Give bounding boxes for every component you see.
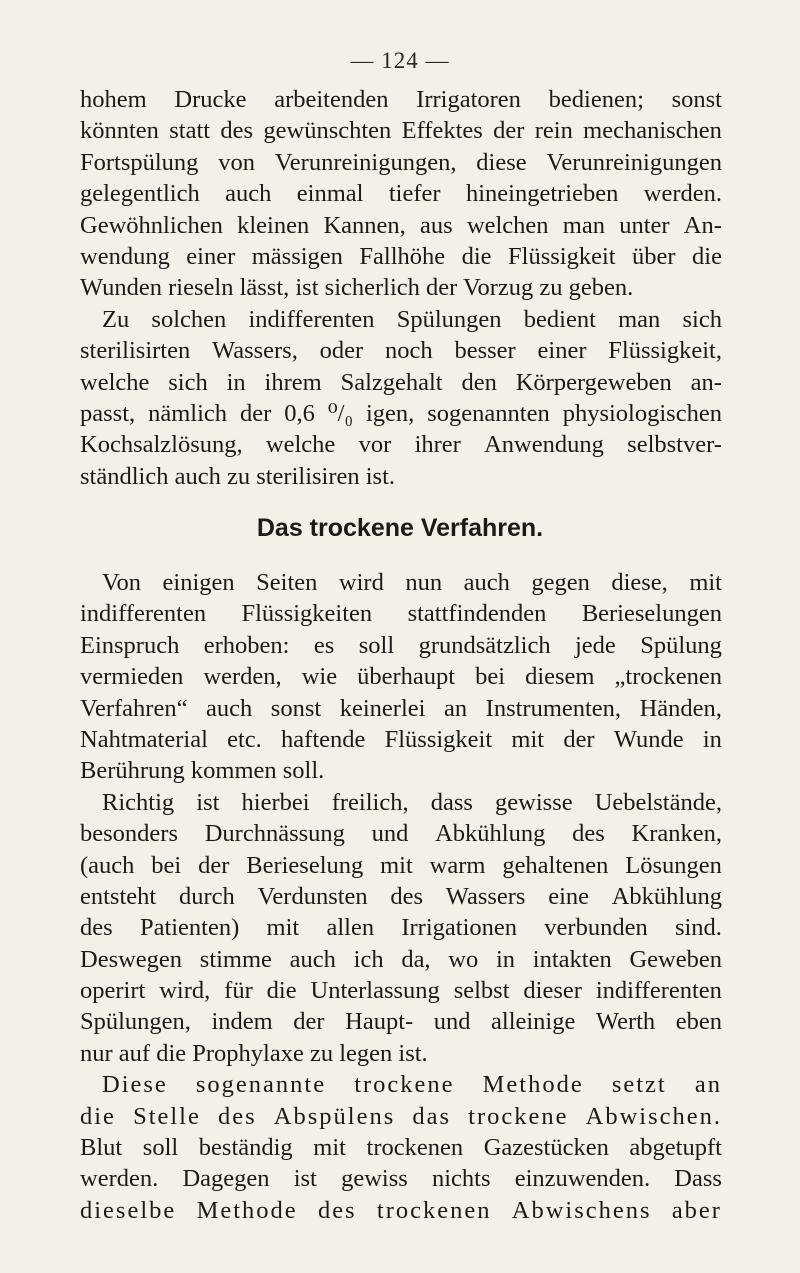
text-line: Kochsalzlösung, welche vor ihrer Anwendung selbstver-: [80, 431, 722, 459]
text-line: entsteht durch Verdunsten des Wassers eine Abkühlung: [80, 882, 722, 910]
text-line: welche sich in ihrem Salzgehalt den Körpergeweben an-: [80, 368, 722, 396]
text-line: vermieden werden, wie überhaupt bei diesem „trockenen: [80, 663, 722, 691]
paragraph-irrigation: [80, 84, 722, 492]
text-line: Blut soll beständig mit trockenen Gazestücken abgetupft: [80, 1134, 722, 1162]
text-line: operirt wird, für die Unterlassung selbst dieser indifferenten: [80, 977, 722, 1005]
text-line: Gewöhnlichen kleinen Kannen, aus welchen man unter An-: [80, 211, 722, 239]
text-line: Berührung kommen soll.: [80, 757, 325, 785]
text-line: Richtig ist hierbei freilich, dass gewisse Uebelstände,: [102, 788, 722, 816]
text-line: Wunden rieseln lässt, ist sicherlich der Vorzug zu geben.: [80, 274, 634, 302]
text-line: hohem Drucke arbeitenden Irrigatoren bedienen; sonst: [80, 86, 722, 113]
section-heading: Das trockene Verfahren.: [256, 514, 544, 542]
text-line: indifferenten Flüssigkeiten stattfindenden Berieselungen: [80, 600, 722, 628]
text-line: Deswegen stimme auch ich da, wo in intakten Geweben: [80, 945, 722, 973]
text-line: Nahtmaterial etc. haftende Flüssigkeit mit der Wunde in: [80, 725, 722, 753]
text-line: des Patienten) mit allen Irrigationen verbunden sind.: [80, 914, 722, 942]
text-line: Spülungen, indem der Haupt- und alleinige Werth eben: [80, 1008, 722, 1036]
text-line: sterilisirten Wassers, oder noch besser einer Flüssigkeit,: [80, 337, 722, 365]
text-line: Zu solchen indifferenten Spülungen bedient man sich: [102, 305, 722, 333]
text-line: könnten statt des gewünschten Effektes der rein mechanischen: [80, 117, 722, 145]
paragraph-dry-method: [80, 567, 722, 1226]
text-line: nur auf die Prophylaxe zu legen ist.: [80, 1039, 428, 1067]
text-line: Fortspülung von Verunreinigungen, diese Verunreinigungen: [80, 148, 722, 176]
text-line: werden. Dagegen ist gewiss nichts einzuwenden. Dass: [80, 1165, 722, 1193]
text-line: die Stelle des Abspülens das trockene Abwischen.: [80, 1102, 722, 1130]
text-line: dieselbe Methode des trockenen Abwischens aber: [80, 1196, 722, 1224]
page-number: — 124 —: [350, 48, 450, 73]
text-line: (auch bei der Berieselung mit warm gehaltenen Lösungen: [80, 851, 722, 879]
text-line: wendung einer mässigen Fallhöhe die Flüssigkeit über die: [80, 242, 722, 270]
text-line: ständlich auch zu sterilisiren ist.: [80, 462, 396, 490]
text-line: passt, nämlich der 0,6 ⁰/₀ igen, sogenannten physiologischen: [80, 399, 722, 427]
text-line: Einspruch erhoben: es soll grundsätzlich jede Spülung: [80, 631, 722, 659]
text-line: Diese sogenannte trockene Methode setzt an: [102, 1071, 722, 1099]
text-line: besonders Durchnässung und Abkühlung des Kranken,: [80, 820, 722, 848]
text-line: Von einigen Seiten wird nun auch gegen diese, mit: [102, 569, 722, 596]
text-line: Verfahren“ auch sonst keinerlei an Instrumenten, Händen,: [80, 694, 722, 722]
text-line: gelegentlich auch einmal tiefer hineingetrieben werden.: [80, 180, 722, 208]
